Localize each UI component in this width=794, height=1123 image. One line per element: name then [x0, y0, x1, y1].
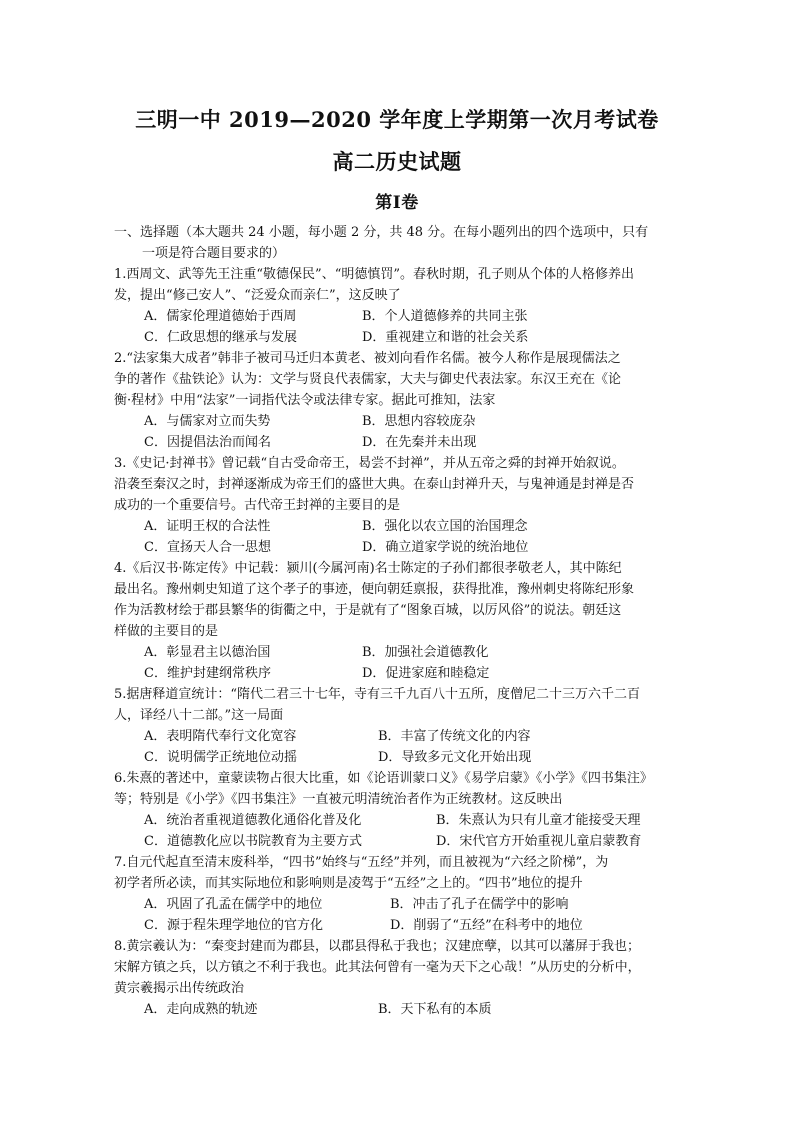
section-heading: [114, 222, 680, 264]
question-8: [114, 936, 680, 1020]
option-d: D．确立道家学说的统治地位: [362, 540, 529, 555]
option-c: C．源于程朱理学地位的官方化: [144, 918, 323, 933]
options: [114, 411, 680, 453]
question-3: [114, 453, 680, 558]
option-d: D．削弱了“五经”在科考中的地位: [390, 918, 583, 933]
question-line: 成功的一个重要信号。古代帝王封禅的主要目的是: [114, 498, 401, 513]
question-area: [114, 222, 680, 1020]
question-line: 沿袭至秦汉之时，封禅逐渐成为帝王们的盛世大典。在泰山封禅升天，与鬼神通是封禅是否: [114, 477, 635, 492]
options: [114, 999, 680, 1020]
option-b: B．冲击了孔子在儒学中的影响: [390, 897, 569, 912]
question-line: 等；特别是《小学》《四书集注》一直被元明清统治者作为正统教材。这反映出: [114, 792, 563, 807]
option-b: B．个人道德修养的共同主张: [362, 309, 528, 324]
question-line: 1.西周文、武等先王注重“敬德保民”、“明德慎罚”。春秋时期，孔子则从个体的人格修养出: [114, 267, 634, 282]
option-a: A．彰显君主以德治国: [144, 645, 271, 660]
volume-label: 第Ⅰ卷: [375, 193, 419, 213]
question-line: 衡·程材》中用“法家”一词指代法令或法律专家。据此可推知，法家: [114, 393, 496, 408]
options: [114, 726, 680, 768]
options: [114, 516, 680, 558]
options: [114, 894, 680, 936]
question-line: 初学者所必读，而其实际地位和影响则是凌驾于“五经”之上的。“四书”地位的提升: [114, 876, 583, 891]
option-b: B．思想内容较庞杂: [362, 414, 476, 429]
question-line: 争的著作《盐铁论》认为：文学与贤良代表儒家，大夫与御史代表法家。东汉王充在《论: [114, 372, 622, 387]
option-d: D．导致多元文化开始出现: [378, 750, 532, 765]
question-line: 发，提出“修己安人”、“泛爱众而亲仁”，这反映了: [114, 288, 401, 303]
section-heading-line: 一、选择题（本大题共 24 小题，每小题 2 分，共 48 分。在每小题列出的四个选项中，只有: [114, 225, 649, 240]
question-line: 4.《后汉书·陈定传》中记载：颍川(今属河南)名士陈定的子孙们都很孝敬老人，其中陈纪: [114, 561, 622, 576]
question-line: 2.“法家集大成者”韩非子被司马迁归本黄老、被刘向看作名儒。被今人称作是展现儒法之: [114, 351, 621, 366]
option-b: B．朱熹认为只有儿童才能接受天理: [436, 813, 641, 828]
section-heading-cont: 一项是符合题目要求的）: [142, 246, 286, 261]
question-7: [114, 852, 680, 936]
question-line: 黄宗羲揭示出传统政治: [114, 981, 245, 996]
option-a: A．与儒家对立而失势: [144, 414, 271, 429]
exam-subtitle: 高二历史试题: [332, 149, 462, 174]
option-d: D．重视建立和谐的社会关系: [362, 330, 529, 345]
option-a: A．儒家伦理道德始于西周: [144, 309, 297, 324]
question-line: 最出名。豫州刺史知道了这个孝子的事迹，便向朝廷禀报，获得批准，豫州刺史将陈纪形象: [114, 582, 635, 597]
option-a: A．走向成熟的轨迹: [144, 1002, 258, 1017]
question-line: 6.朱熹的著述中，童蒙读物占很大比重，如《论语训蒙口义》《易学启蒙》《小学》《四书集注》: [114, 771, 653, 786]
question-line: 宋解方镇之兵，以方镇之不利于我也。此其法何曾有一毫为天下之心哉！”从历史的分析中，: [114, 960, 641, 975]
option-b: B．强化以农立国的治国理念: [362, 519, 528, 534]
option-c: C．宣扬天人合一思想: [144, 540, 271, 555]
question-line: 3.《史记·封禅书》曾记载“自古受命帝王，曷尝不封禅”，并从五帝之舜的封禅开始叙说。: [114, 456, 625, 471]
question-line: 7.自元代起直至清末废科举，“四书”始终与“五经”并列，而且被视为“六经之阶梯”，为: [114, 855, 609, 870]
question-5: [114, 684, 680, 768]
option-d: D．促进家庭和睦稳定: [362, 666, 490, 681]
options: [114, 306, 680, 348]
option-b: B．加强社会道德教化: [362, 645, 489, 660]
question-6: [114, 768, 680, 852]
question-line: 8.黄宗羲认为：“秦变封建而为郡县，以郡县得私于我也；汉建庶孽，以其可以藩屏于我也；: [114, 939, 641, 954]
question-2: [114, 348, 680, 453]
question-1: [114, 264, 680, 348]
option-c: C．仁政思想的继承与发展: [144, 330, 297, 345]
option-a: A．证明王权的合法性: [144, 519, 271, 534]
options: [114, 810, 680, 852]
question-line: 样做的主要目的是: [114, 624, 219, 639]
question-line: 作为活教材绘于郡县繁华的街衢之中，于是就有了“图象百城，以厉风俗”的说法。朝廷这: [114, 603, 622, 618]
option-a: A．巩固了孔孟在儒学中的地位: [144, 897, 323, 912]
option-a: A．统治者重视道德教化通俗化普及化: [144, 813, 362, 828]
exam-title: 三明一中 2019—2020 学年度上学期第一次月考试卷: [135, 107, 659, 132]
option-b: B．丰富了传统文化的内容: [378, 729, 531, 744]
option-a: A．表明隋代奉行文化宽容: [144, 729, 297, 744]
question-line: 人，译经八十二部。”这一局面: [114, 708, 284, 723]
options: [114, 642, 680, 684]
option-b: B．天下私有的本质: [378, 1002, 492, 1017]
option-c: C．说明儒学正统地位动摇: [144, 750, 297, 765]
option-d: D．宋代官方开始重视儿童启蒙教育: [436, 834, 642, 849]
option-c: C．维护封建纲常秩序: [144, 666, 271, 681]
question-4: [114, 558, 680, 684]
question-line: 5.据唐释道宣统计：“隋代二君三十七年，寺有三千九百八十五所，度僧尼二十三万六千二百: [114, 687, 641, 702]
option-c: C．道德教化应以书院教育为主要方式: [144, 834, 362, 849]
option-d: D．在先秦并未出现: [362, 435, 477, 450]
option-c: C．因提倡法治而闻名: [144, 435, 271, 450]
